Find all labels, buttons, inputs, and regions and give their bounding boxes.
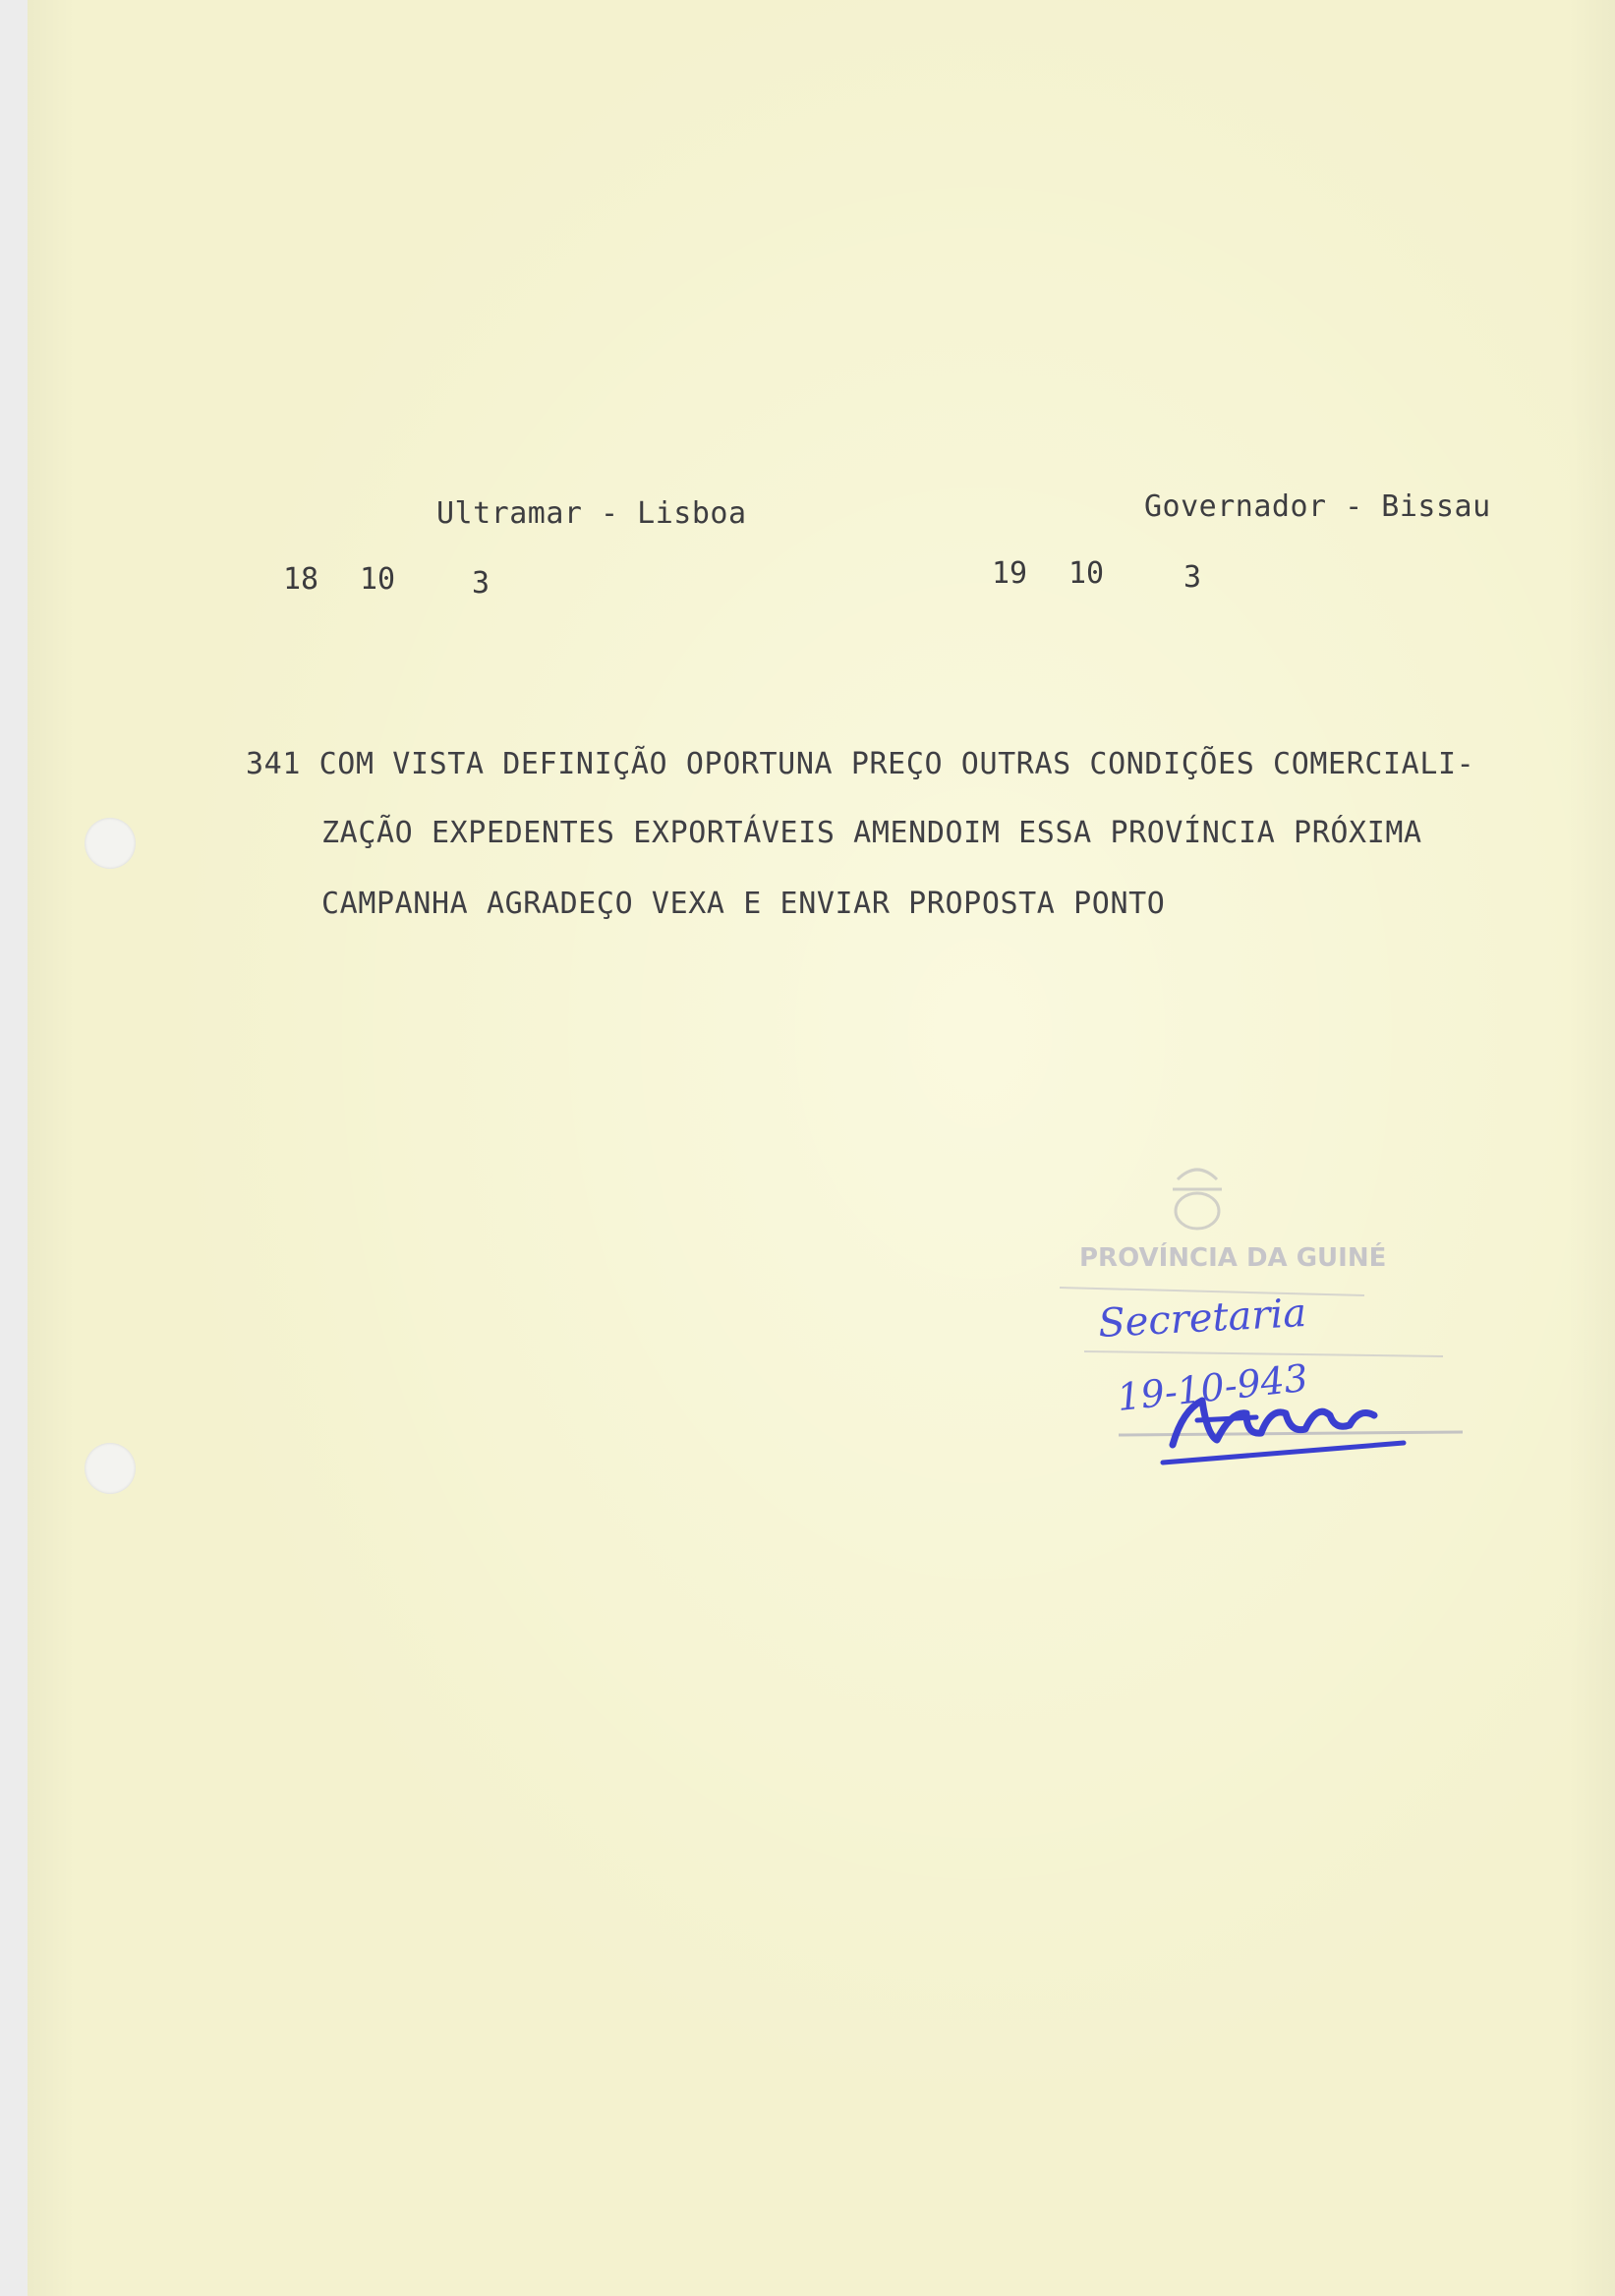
punch-hole-bottom [85,1443,136,1494]
sent-day: 18 [283,562,319,597]
recipient-location: Governador - Bissau [1144,489,1491,524]
received-day: 19 [992,556,1028,591]
punch-hole-top [85,818,136,869]
sent-month: 10 [360,562,396,597]
message-line: 341 COM VISTA DEFINIÇÃO OPORTUNA PREÇO OUTRAS CONDIÇÕES COMERCIALI- [246,747,1475,781]
sent-year: 3 [472,566,490,601]
message-line: ZAÇÃO EXPEDENTES EXPORTÁVEIS AMENDOIM ESSA PROVÍNCIA PRÓXIMA [321,816,1422,850]
received-year: 3 [1183,560,1202,595]
official-stamp [1010,1150,1502,1504]
received-month: 10 [1068,556,1105,591]
message-line: CAMPANHA AGRADEÇO VEXA E ENVIAR PROPOSTA PONTO [321,887,1166,921]
faded-stamp-mark [706,1376,902,1435]
sender-location: Ultramar - Lisboa [436,496,747,531]
crest-icon [1173,1170,1222,1229]
stamp-province-text: PROVÍNCIA DA GUINÉ [1079,1243,1387,1273]
handwritten-department: Secretaria [1097,1290,1308,1347]
handwritten-date: 19-10-943 [1115,1355,1310,1419]
document-page [28,0,1615,2296]
